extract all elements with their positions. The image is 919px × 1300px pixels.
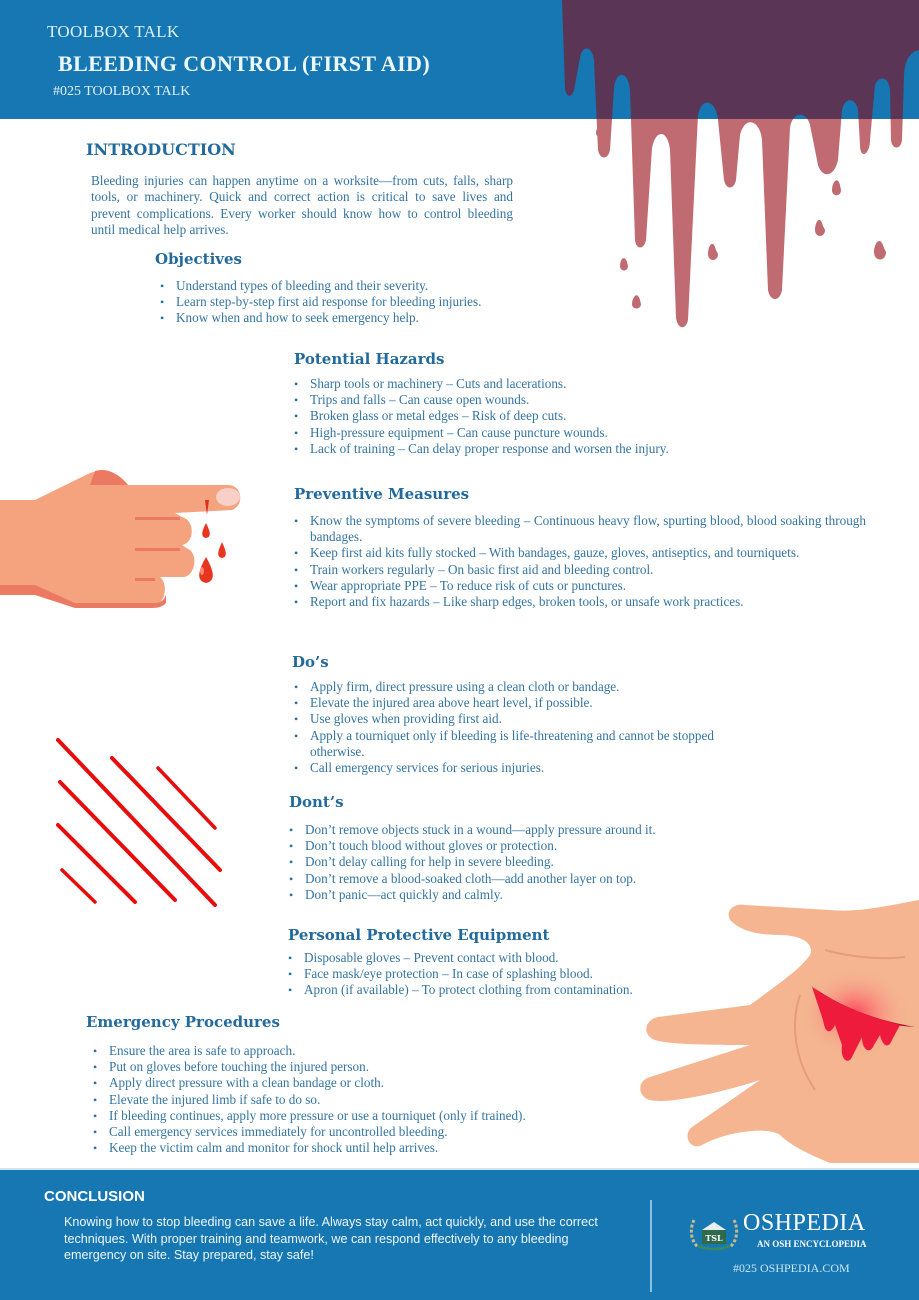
list-item: • Don’t panic—act quickly and calmly. [289, 887, 759, 903]
list-item: • Keep the victim calm and monitor for shock until help arrives. [93, 1140, 653, 1156]
header-subtitle: #025 TOOLBOX TALK [53, 84, 191, 99]
list-item: • Know the symptoms of severe bleeding – Continuous heavy flow, spurting blood, blood soaking through bandages. [294, 513, 866, 545]
list-item: • Trips and falls – Can cause open wounds. [294, 392, 774, 408]
wounded-palm-illustration [630, 895, 919, 1163]
preventive-heading: Preventive Measures [294, 485, 470, 503]
header-kicker: TOOLBOX TALK [47, 22, 180, 41]
list-item: • Understand types of bleeding and their severity. [160, 278, 580, 294]
dos-list [294, 679, 764, 776]
hazards-heading: Potential Hazards [294, 350, 445, 368]
list-item: • Face mask/eye protection – In case of splashing blood. [288, 966, 728, 982]
preventive-list [294, 513, 866, 610]
conclusion-text: Knowing how to stop bleeding can save a life. Always stay calm, act quickly, and use the correct techniques. With proper training and teamwork, we can respond effectively to any bleeding emergency on site. Stay prepared, stay safe! [64, 1215, 598, 1262]
list-item: • Wear appropriate PPE – To reduce risk of cuts or punctures. [294, 578, 866, 594]
list-item: • Don’t delay calling for help in severe bleeding. [289, 854, 759, 870]
list-item: • Ensure the area is safe to approach. [93, 1043, 653, 1059]
brand-name: OSHPEDIA [743, 1210, 866, 1236]
list-item: • Learn step-by-step first aid response for bleeding injuries. [160, 294, 580, 310]
list-item: • Don’t touch blood without gloves or protection. [289, 838, 759, 854]
conclusion-heading: CONCLUSION [44, 1188, 145, 1205]
list-item: • Disposable gloves – Prevent contact with blood. [288, 950, 728, 966]
list-item: • Report and fix hazards – Like sharp edges, broken tools, or unsafe work practices. [294, 594, 866, 610]
oshpedia-logo-icon [688, 1214, 740, 1252]
list-item: • Don’t remove a blood-soaked cloth—add another layer on top. [289, 871, 759, 887]
list-item: • Call emergency services for serious injuries. [294, 760, 764, 776]
list-item: • Elevate the injured limb if safe to do so. [93, 1092, 653, 1108]
list-item: • Keep first aid kits fully stocked – With bandages, gauze, gloves, antiseptics, and tourniquets. [294, 545, 866, 561]
list-item: • Elevate the injured area above heart level, if possible. [294, 695, 764, 711]
page-title: BLEEDING CONTROL (FIRST AID) [58, 51, 431, 76]
list-item: • Sharp tools or machinery – Cuts and lacerations. [294, 376, 774, 392]
introduction-text: Bleeding injuries can happen anytime on a worksite—from cuts, falls, sharp tools, or machinery. Quick and correct action is critical to save lives and prevent complications. Every worker should know how to control bleeding until medical help arrives. [91, 173, 513, 237]
emergency-heading: Emergency Procedures [86, 1013, 280, 1031]
hazards-list [294, 376, 774, 457]
list-item: • High-pressure equipment – Can cause puncture wounds. [294, 425, 774, 441]
list-item: • Put on gloves before touching the injured person. [93, 1059, 653, 1075]
list-item: • Apply direct pressure with a clean bandage or cloth. [93, 1075, 653, 1091]
blood-drip-illustration [540, 0, 919, 330]
footer-divider [650, 1200, 652, 1292]
dos-heading: Do’s [292, 653, 329, 671]
list-item: • Apply a tourniquet only if bleeding is life-threatening and cannot be stopped otherwise. [294, 728, 764, 760]
claw-scratch-illustration [50, 730, 250, 920]
emergency-list [93, 1043, 653, 1156]
list-item: • Apron (if available) – To protect clothing from contamination. [288, 982, 728, 998]
list-item: • Broken glass or metal edges – Risk of deep cuts. [294, 408, 774, 424]
introduction-heading: INTRODUCTION [86, 140, 236, 159]
list-item: • Call emergency services immediately for uncontrolled bleeding. [93, 1124, 653, 1140]
bleeding-finger-illustration [0, 465, 250, 610]
conclusion-footer [0, 1168, 919, 1300]
list-item: • Don’t remove objects stuck in a wound—apply pressure around it. [289, 822, 759, 838]
ppe-list [288, 950, 728, 999]
objectives-list [160, 278, 580, 327]
list-item: • Apply firm, direct pressure using a clean cloth or bandage. [294, 679, 764, 695]
list-item: • If bleeding continues, apply more pressure or use a tourniquet (only if trained). [93, 1108, 653, 1124]
objectives-heading: Objectives [155, 250, 242, 268]
list-item: • Train workers regularly – On basic first aid and bleeding control. [294, 562, 866, 578]
donts-heading: Dont’s [289, 793, 344, 811]
brand-tagline: AN OSH ENCYCLOPEDIA [757, 1239, 867, 1249]
donts-list [289, 822, 759, 903]
svg-text:TSL: TSL [705, 1233, 723, 1243]
list-item: • Know when and how to seek emergency help. [160, 310, 580, 326]
ppe-heading: Personal Protective Equipment [288, 926, 550, 944]
list-item: • Use gloves when providing first aid. [294, 711, 764, 727]
list-item: • Lack of training – Can delay proper response and worsen the injury. [294, 441, 774, 457]
website-link[interactable]: #025 OSHPEDIA.COM [733, 1261, 850, 1275]
